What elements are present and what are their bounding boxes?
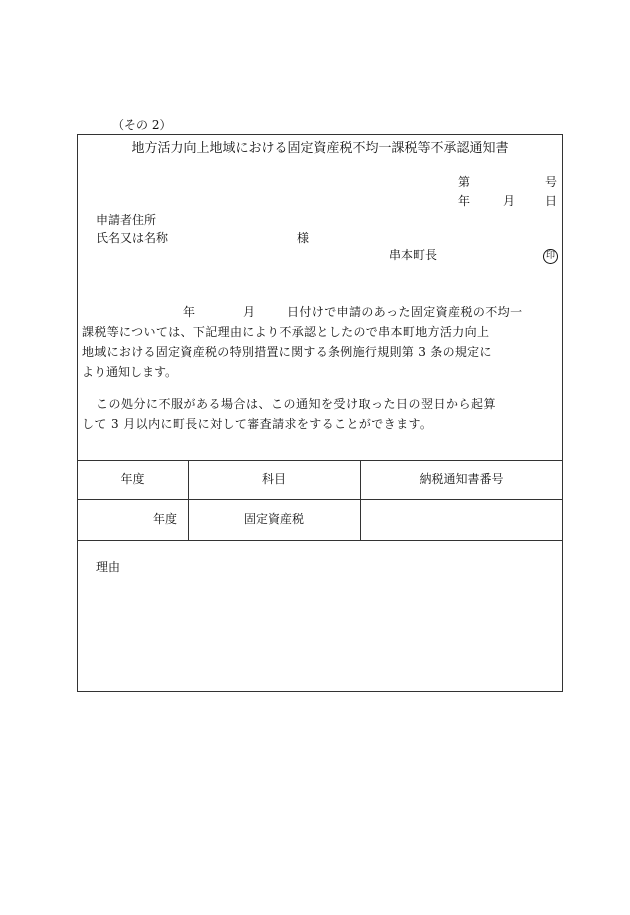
- seal-icon: 印: [543, 249, 558, 264]
- table-bottom-border: [77, 540, 563, 541]
- body-month: 月: [243, 305, 256, 319]
- table-cell-year: 年度: [153, 512, 178, 526]
- table-header-year: 年度: [120, 472, 145, 486]
- applicant-address-label: 申請者住所: [96, 213, 157, 227]
- table-header-divider: [77, 499, 563, 500]
- applicant-name-label: 氏名又は名称: [96, 231, 169, 245]
- body-line-2: 課税等については、下記理由により不承認としたので串本町地方活力向上: [82, 325, 490, 339]
- date-year: 年: [458, 194, 471, 208]
- form-number: （その 2）: [112, 118, 172, 132]
- body-line-1: 日付けで申請のあった固定資産税の不均一: [287, 305, 523, 319]
- body-line-4: より通知します。: [82, 365, 178, 379]
- table-top-border: [77, 460, 563, 461]
- date-month: 月: [503, 194, 516, 208]
- document-title: 地方活力向上地域における固定資産税不均一課税等不承認通知書: [131, 141, 509, 156]
- table-header-item: 科目: [261, 472, 286, 486]
- table-cell-item: 固定資産税: [243, 512, 304, 526]
- reason-label: 理由: [96, 560, 121, 574]
- body-year: 年: [183, 305, 196, 319]
- number-suffix: 号: [545, 175, 558, 189]
- appeal-line-2: して 3 月以内に町長に対して審査請求をすることができます。: [82, 417, 433, 431]
- seal-mark: [543, 248, 558, 264]
- number-prefix: 第: [458, 175, 471, 189]
- date-day: 日: [545, 194, 558, 208]
- table-col-divider-1: [188, 460, 189, 540]
- honorific: 様: [297, 231, 310, 245]
- table-header-notice-number: 納税通知書番号: [419, 472, 504, 486]
- body-line-3: 地域における固定資産税の特別措置に関する条例施行規則第 3 条の規定に: [82, 345, 492, 359]
- appeal-line-1: この処分に不服がある場合は、この通知を受け取った日の翌日から起算: [96, 397, 497, 411]
- issuer-name: 串本町長: [389, 248, 438, 262]
- table-col-divider-2: [360, 460, 361, 540]
